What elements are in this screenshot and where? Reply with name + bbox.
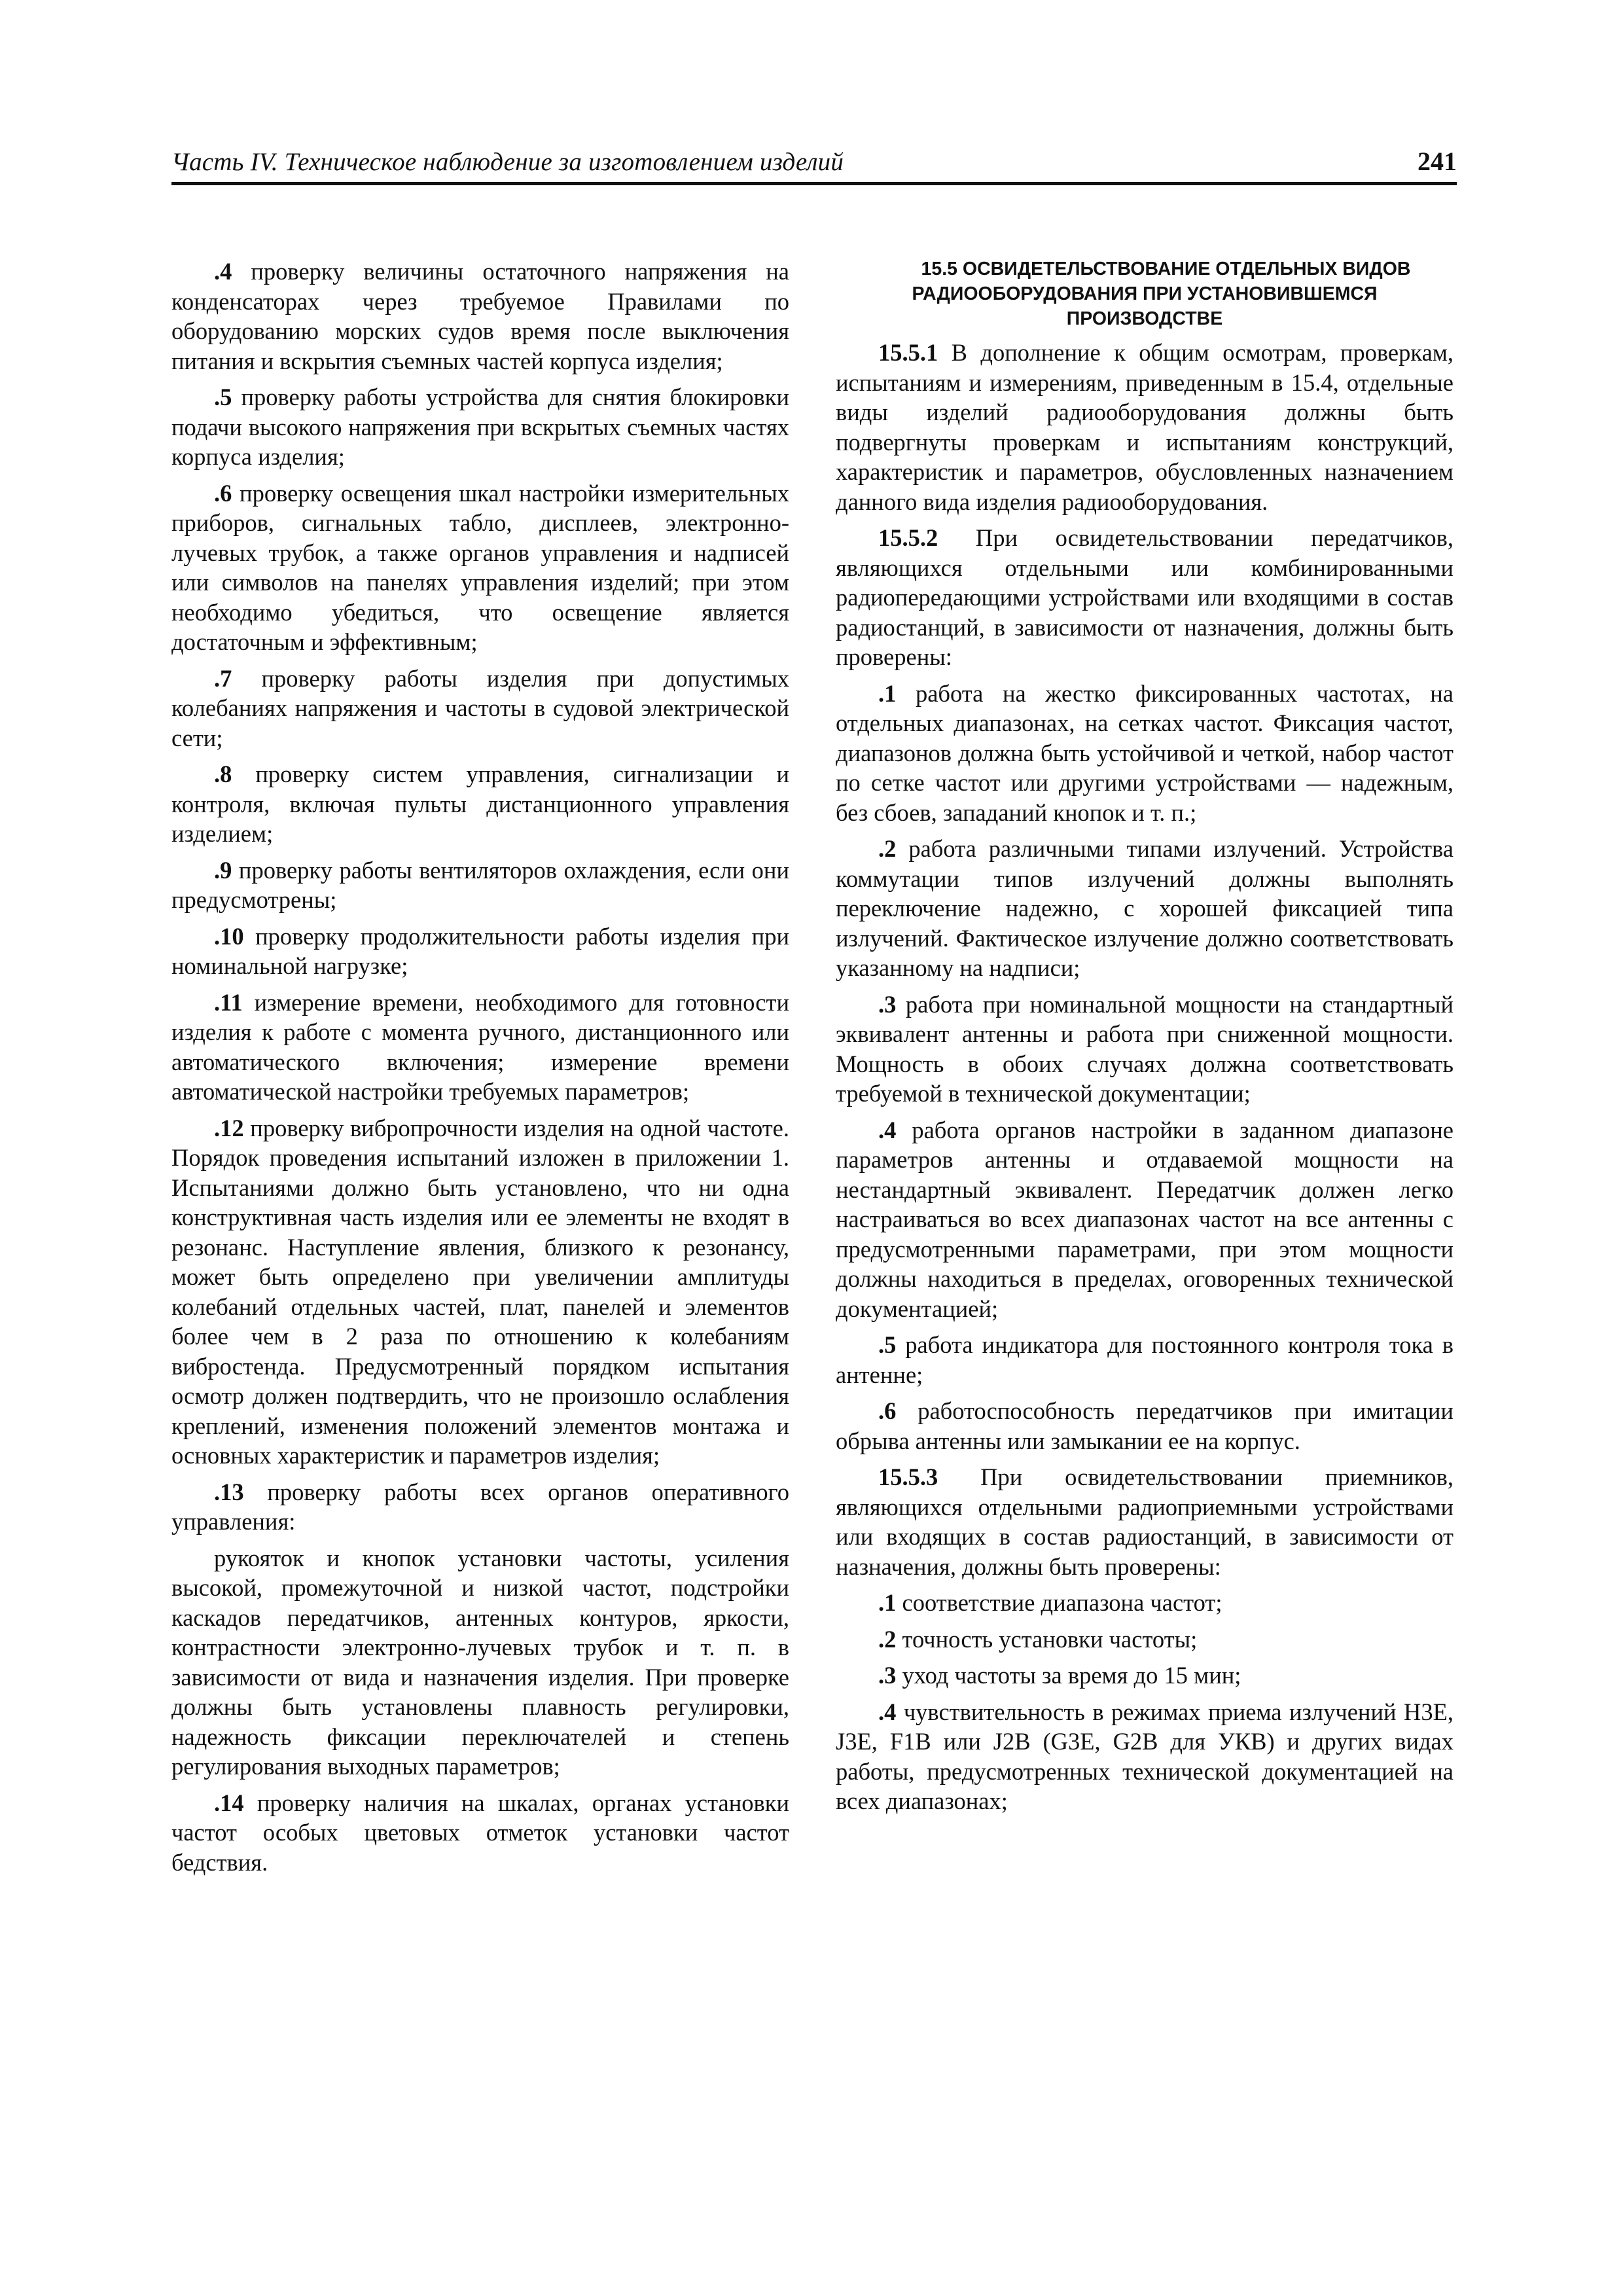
item-text: проверку величины остаточного напряжения на конденсаторах через требуемое Правилами по оборудованию морских судов время после выключения питания и вскрытия съемных частей корпуса изделия; bbox=[171, 258, 789, 374]
item-text: проверку работы устройства для снятия блокировки подачи высокого напряжения при вскрытых съемных частях корпуса изделия; bbox=[171, 384, 789, 470]
item-text: работа при номинальной мощности на стандартный эквивалент антенны и работа при сниженной мощности. Мощность в обоих случаях должна соответствовать требуемой в технической документации; bbox=[836, 990, 1454, 1107]
item-text: измерение времени, необходимого для готовности изделия к работе с момента ручного, дистанционного или автоматического включения; измерение времени автоматической настройки требуемых параметров; bbox=[171, 988, 789, 1105]
item-text: работа органов настройки в заданном диапазоне параметров антенны и отдаваемой мощности на нестандартный эквивалент. Передатчик должен легко настраиваться во всех диапазонах частот на все антенны с предусмотренными параметрами, при этом мощности должны находиться в пределах, оговоренных технической документацией; bbox=[836, 1116, 1454, 1322]
item-text: точность установки частоты; bbox=[896, 1625, 1198, 1653]
item-text: чувствительность в режимах приема излучений H3E, J3E, F1B или J2B (G3E, G2B для УКВ) и других видах работы, предусмотренных технической документацией на всех диапазонах; bbox=[836, 1698, 1454, 1814]
item-text: проверку освещения шкал настройки измерительных приборов, сигнальных табло, дисплеев, электронно-лучевых трубок, а также органов управления и надписей или символов на панелях управления изделий; при этом необходимо убедиться, что освещение является достаточным и эффективным; bbox=[171, 479, 789, 655]
item-number: .5 bbox=[878, 1331, 897, 1358]
list-item bbox=[836, 338, 1454, 516]
item-number: .7 bbox=[214, 664, 232, 692]
item-number: .3 bbox=[878, 1662, 897, 1689]
item-text: рукояток и кнопок установки частоты, усиления высокой, промежуточной и низкой частот, подстройки каскадов передатчиков, антенных контуров, яркости, контрастности электронно-лучевых трубок и т. п. в зависимости от вида и назначения изделия. При проверке должны быть установлены плавность регулировки, надежность фиксации переключателей и степень регулирования выходных параметров; bbox=[171, 1544, 789, 1780]
item-number: .4 bbox=[878, 1698, 897, 1725]
item-number: 15.5.1 bbox=[878, 339, 938, 366]
list-item bbox=[171, 759, 789, 849]
item-text: уход частоты за время до 15 мин; bbox=[896, 1662, 1241, 1689]
list-item bbox=[836, 834, 1454, 983]
item-number: .2 bbox=[878, 835, 897, 862]
item-text: соответствие диапазона частот; bbox=[896, 1589, 1222, 1616]
list-item bbox=[836, 990, 1454, 1109]
item-number: 15.5.3 bbox=[878, 1463, 938, 1490]
item-number: .9 bbox=[214, 856, 232, 884]
item-number: .3 bbox=[878, 990, 897, 1018]
list-item bbox=[836, 1660, 1454, 1691]
item-text: При освидетельствовании передатчиков, являющихся отдельными или комбинированными радиопередающими устройствами или входящими в состав радиостанций, в зависимости от назначения, должны быть проверены: bbox=[836, 524, 1454, 670]
list-item bbox=[171, 257, 789, 376]
item-number: .1 bbox=[878, 1589, 897, 1616]
item-text: работа различными типами излучений. Устройства коммутации типов излучений должны выполнять переключение надежно, с хорошей фиксацией типа излучений. Фактическое излучение должно соответствовать указанному на надписи; bbox=[836, 835, 1454, 981]
list-item bbox=[171, 1543, 789, 1782]
item-text: проверку вибропрочности изделия на одной частоте. Порядок проведения испытаний изложен в приложении 1. Испытаниями должно быть установлено, что ни одна конструктивная часть изделия или ее элементы не входят в резонанс. Наступление явления, близкого к резонансу, может быть определено при увеличении амплитуды колебаний отдельных частей, плат, панелей и элементов более чем в 2 раза по отношению к колебаниям вибростенда. Предусмотренный порядком испытания осмотр должен подтвердить, что не произошло ослабления креплений, изменения положений элементов монтажа и основных характеристик и параметров изделия; bbox=[171, 1114, 789, 1469]
list-item bbox=[836, 1697, 1454, 1816]
running-title: Часть IV. Техническое наблюдение за изготовлением изделий bbox=[171, 148, 844, 176]
item-text: При освидетельствовании приемников, являющихся отдельными радиоприемными устройствами или входящих в состав радиостанций, в зависимости от назначения, должны быть проверены: bbox=[836, 1463, 1454, 1580]
item-number: .13 bbox=[214, 1478, 244, 1505]
item-number: .4 bbox=[214, 258, 232, 285]
item-number: .10 bbox=[214, 922, 244, 950]
list-item bbox=[836, 1462, 1454, 1581]
item-text: работа на жестко фиксированных частотах, на отдельных диапазонах, на сетках частот. Фиксация частот, диапазонов должна быть устойчивой и четкой, набор частот по сетке частот или другими устройствами — надежным, без сбоев, западаний кнопок и т. п.; bbox=[836, 679, 1454, 826]
list-item bbox=[836, 523, 1454, 672]
item-text: работоспособность передатчиков при имитации обрыва антенны или замыкании ее на корпус. bbox=[836, 1397, 1454, 1454]
item-number: .4 bbox=[878, 1116, 897, 1143]
item-number: .5 bbox=[214, 384, 232, 410]
list-item bbox=[171, 664, 789, 753]
item-number: .6 bbox=[214, 479, 232, 507]
item-number: .12 bbox=[214, 1114, 244, 1141]
item-text: проверку продолжительности работы изделия при номинальной нагрузке; bbox=[171, 922, 789, 979]
list-item bbox=[171, 1477, 789, 1537]
item-number: .1 bbox=[878, 679, 897, 707]
list-item bbox=[836, 1115, 1454, 1324]
list-item bbox=[171, 1113, 789, 1471]
list-item bbox=[836, 1396, 1454, 1456]
list-item bbox=[836, 1624, 1454, 1655]
item-text: проверку наличия на шкалах, органах установки частот особых цветовых отметок установки частот бедствия. bbox=[171, 1789, 789, 1876]
item-text: работа индикатора для постоянного контроля тока в антенне; bbox=[836, 1331, 1454, 1388]
list-item bbox=[836, 1588, 1454, 1618]
list-item bbox=[171, 1788, 789, 1878]
item-number: .8 bbox=[214, 761, 232, 787]
list-item bbox=[171, 988, 789, 1107]
section-heading: 15.5 ОСВИДЕТЕЛЬСТВОВАНИЕ ОТДЕЛЬНЫХ ВИДОВ РАДИООБОРУДОВАНИЯ ПРИ УСТАНОВИВШЕМСЯ ПРОИЗВОДСТВЕ bbox=[912, 259, 1411, 329]
list-item bbox=[171, 922, 789, 981]
list-item bbox=[171, 382, 789, 472]
item-text: проверку систем управления, сигнализации и контроля, включая пульты дистанционного управления изделием; bbox=[171, 761, 789, 847]
item-number: .6 bbox=[878, 1397, 897, 1424]
item-number: .14 bbox=[214, 1789, 244, 1816]
list-item bbox=[836, 679, 1454, 828]
running-header bbox=[171, 143, 1457, 185]
item-text: проверку работы всех органов оперативного управления: bbox=[171, 1478, 789, 1535]
list-item bbox=[171, 478, 789, 657]
item-text: проверку работы изделия при допустимых колебаниях напряжения и частоты в судовой электрической сети; bbox=[171, 664, 789, 751]
list-item bbox=[171, 855, 789, 915]
item-text: проверку работы вентиляторов охлаждения, если они предусмотрены; bbox=[171, 856, 789, 913]
item-number: .11 bbox=[214, 988, 243, 1016]
right-column bbox=[836, 257, 1454, 1823]
item-number: .2 bbox=[878, 1625, 897, 1653]
list-item bbox=[836, 1330, 1454, 1390]
left-column bbox=[171, 257, 789, 1884]
page-number: 241 bbox=[1418, 147, 1457, 176]
item-number: 15.5.2 bbox=[878, 524, 938, 551]
item-text: В дополнение к общим осмотрам, проверкам, испытаниям и измерениям, приведенным в 15.4, отдельные виды изделий радиооборудования должны быть подвергнуты проверкам и испытаниям конструкций, характеристик и параметров, обусловленных назначением данного вида изделия радиооборудования. bbox=[836, 339, 1454, 515]
